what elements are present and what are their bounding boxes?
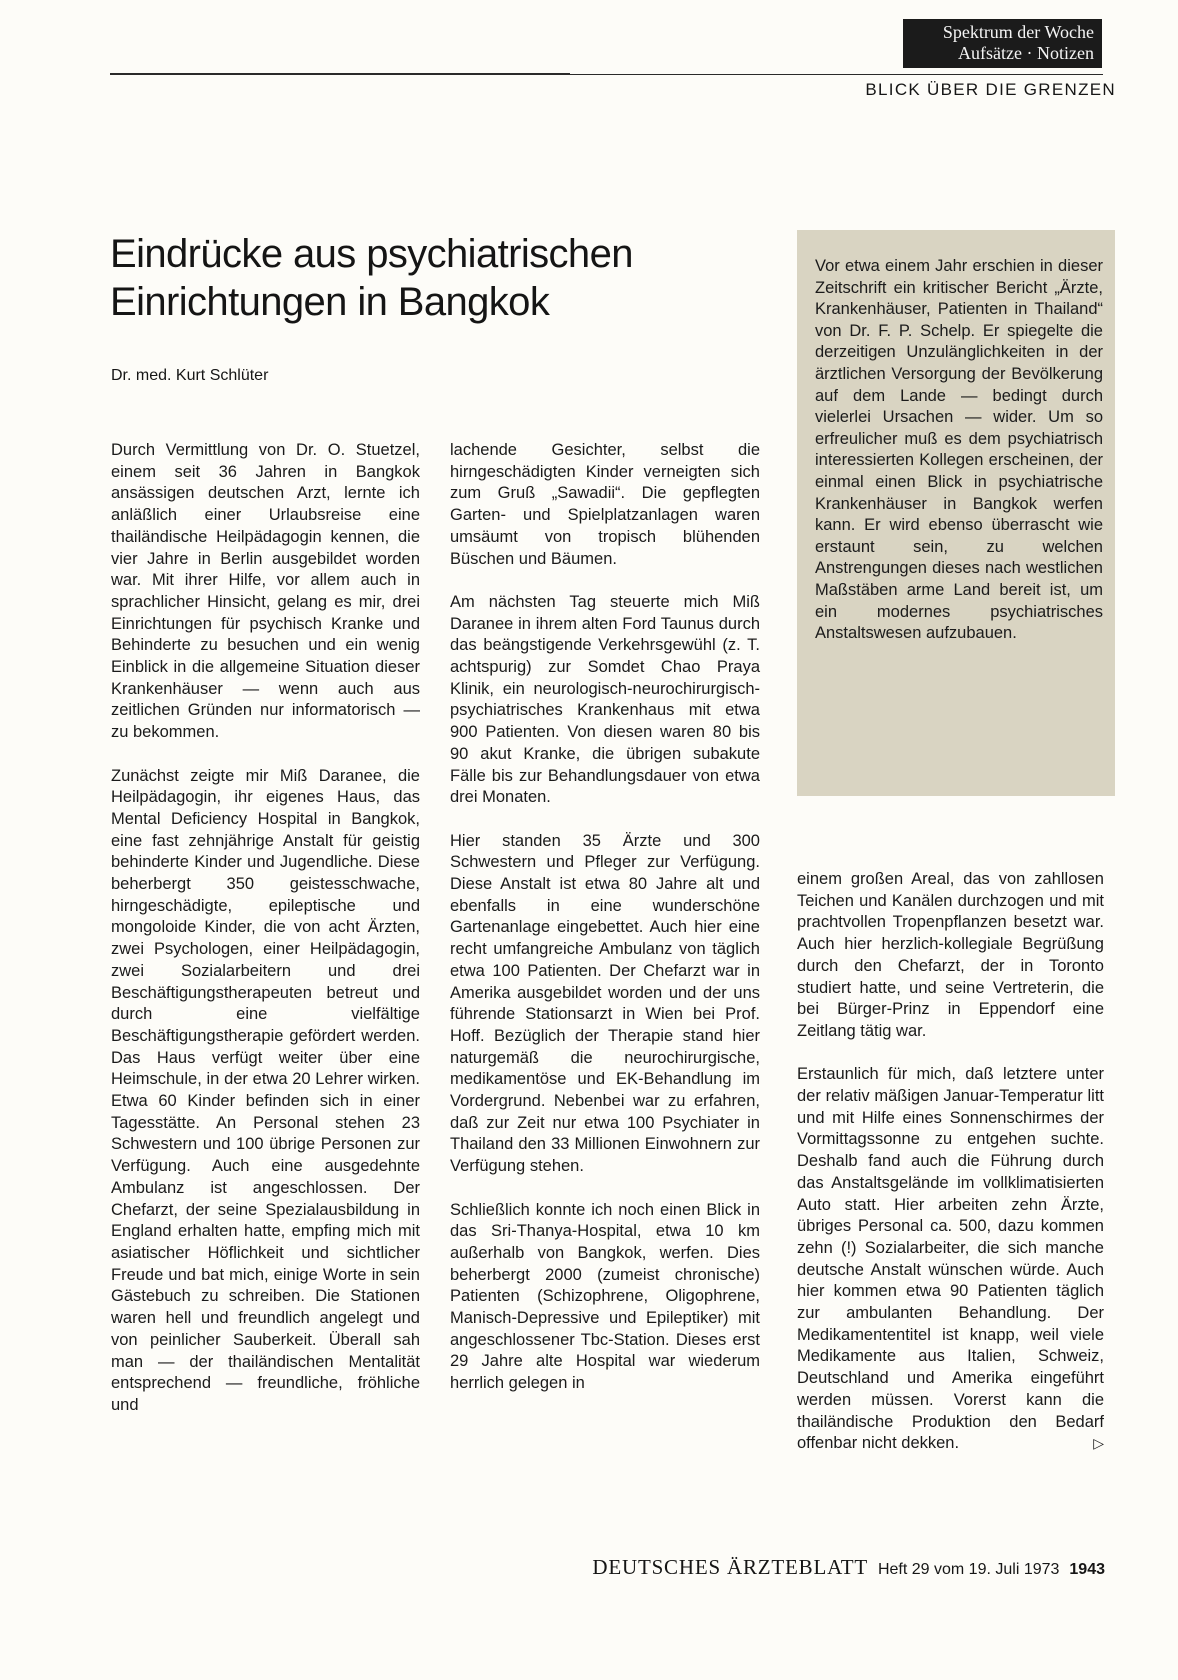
page-number: 1943 [1069, 1561, 1105, 1578]
section-rubric: BLICK ÜBER DIE GRENZEN [865, 80, 1116, 99]
header-rule-thick [110, 73, 570, 75]
paragraph: Hier standen 35 Ärzte und 300 Schwestern und Pfleger zur Verfügung. Diese Anstalt ist etwa 80 Jahre alt und ebenfalls in eine wunderschöne Gartenanlage eingebettet. Auch hier eine recht umfangreiche Ambulanz von täglich etwa 100 Patienten. Der Chefarzt war in Amerika ausgebildet worden und der uns führende Stationsarzt in Wien bei Prof. Hoff. Bezüglich der Therapie stand hier naturgemäß die neurochirurgische, medikamentöse und EK-Behandlung im Vordergrund. Nebenbei war zu erfahren, daß zur Zeit nur etwa 100 Psychiater in Thailand den 33 Millionen Einwohnern zur Verfügung stehen. [450, 831, 760, 1176]
section-label-line2: Aufsätze · Notizen [958, 43, 1094, 63]
article-author: Dr. med. Kurt Schlüter [111, 367, 269, 384]
paragraph: Schließlich konnte ich noch einen Blick in das Sri-Thanya-Hospital, etwa 10 km außerhalb von Bangkok, werfen. Dies beherbergt 2000 (zumeist chronische) Patienten (Schizophrene, Oligophrene, Manisch-Depressive und Epileptiker) mit angeschlossener Tbc-Station. Dieses erst 29 Jahre alte Hospital war wiederum herrlich gelegen in [450, 1200, 760, 1393]
header-rule-thin [570, 74, 1103, 75]
paragraph: Zunächst zeigte mir Miß Daranee, die Heilpädagogin, ihr eigenes Haus, das Mental Deficiency Hospital in Bangkok, eine fast zehnjährige Anstalt für geistig behinderte Kinder und Jugendliche. Diese beherbergt 350 geistesschwache, hirngeschädigte, epileptische und mongoloide Kinder, die von acht Ärzten, zwei Psychologen, einer Heilpädagogin, zwei Sozialarbeitern und drei Beschäftigungstherapeuten betreut und durch eine vielfältige Beschäftigungstherapie gefördert werden. Das Haus verfügt weiter über eine Heimschule, in der etwa 20 Lehrer wirken. Etwa 60 Kinder befinden sich in einer Tagesstätte. An Personal stehen 23 Schwestern und 100 übrige Personen zur Verfügung. Auch eine ausgedehnte Ambulanz ist angeschlossen. Der Chefarzt, der seine Spezialausbildung in England erhalten hatte, empfing mich mit asiatischer Höflichkeit und sichtlicher Freude und bat mich, einige Worte in sein Gästebuch zu schreiben. Die Stationen waren hell und freundlich angelegt und von peinlicher Sauberkeit. Überall sah man — der thailändischen Mentalität entsprechend — freundliche, fröhliche und [111, 766, 420, 1414]
text-column-3 [797, 869, 1104, 1477]
teaser-box [797, 230, 1115, 796]
text-column-1 [111, 440, 420, 1438]
paragraph: einem großen Areal, das von zahllosen Teichen und Kanälen durchzogen und mit prachtvollen Tropenpflanzen besetzt war. Auch hier herzlich-kollegiale Begrüßung durch den Chefarzt, der in Toronto studiert hatte, und seine Vertreterin, die bei Bürger-Prinz in Eppendorf eine Zeitlang tätig war. [797, 870, 1104, 1040]
article-title-line1: Eindrücke aus psychiatrischen [110, 232, 633, 276]
continue-triangle-icon: ▷ [1093, 1435, 1104, 1452]
paragraph-last [797, 1064, 1104, 1455]
teaser-text: Vor etwa einem Jahr erschien in dieser Zeitschrift ein kritischer Bericht „Ärzte, Krankenhäuser, Patienten in Thailand“ von Dr. F. P. Schelp. Er spiegelte die derzeitigen Unzulänglichkeiten in der ärztlichen Versorgung der Bevölkerung auf dem Lande — bedingt durch vielerlei Ursachen — wider. Um so erfreulicher muß es dem psychiatrisch interessierten Kollegen erscheinen, der einmal einen Blick in psychiatrische Krankenhäuser in Bangkok werfen kann. Er wird ebenso überrascht wie erstaunt sein, zu welchen Anstrengungen dieses nach westlichen Maßstäben arme Land bereit ist, um ein modernes psychiatrisches Anstaltswesen aufzubauen. [815, 257, 1103, 643]
paragraph: lachende Gesichter, selbst die hirngeschädigten Kinder verneigten sich zum Gruß „Sawadii“. Die gepflegten Garten- und Spielplatzanlagen waren umsäumt von tropisch blühenden Büschen und Bäumen. [450, 441, 760, 568]
journal-name: DEUTSCHES ÄRZTEBLATT [592, 1555, 868, 1579]
page-footer [502, 1555, 1105, 1580]
issue-info: Heft 29 vom 19. Juli 1973 [877, 1561, 1060, 1578]
paragraph-text: Erstaunlich für mich, daß letztere unter der relativ mäßigen Januar-Temperatur litt und mit Hilfe eines Sonnenschirmes der Vormittagssonne zu entgehen suchte. Deshalb fand auch die Führung durch das Anstaltsgelände im vollklimatisierten Auto statt. Hier arbeiten zehn Ärzte, übriges Personal ca. 500, dazu kommen zehn (!) Sozialarbeiter, die sich manche deutsche Anstalt wünschen würde. Auch hier kommen etwa 90 Patienten täglich zur ambulanten Behandlung. Der Medikamententitel ist knapp, weil viele Medikamente aus Italien, Schweiz, Deutschland und Amerika eingeführt werden müssen. Vorerst kann die thailändische Produktion den Bedarf offenbar nicht dekken. [797, 1065, 1104, 1453]
article-title [110, 230, 750, 326]
article-title-line2: Einrichtungen in Bangkok [110, 280, 550, 324]
section-label-line1: Spektrum der Woche [942, 22, 1094, 42]
paragraph: Durch Vermittlung von Dr. O. Stuetzel, einem seit 36 Jahren in Bangkok ansässigen deutschen Arzt, lernte ich anläßlich einer Urlaubsreise eine thailändische Heilpädagogin kennen, die vier Jahre in Berlin ausgebildet worden war. Mit ihrer Hilfe, vor allem auch in sprachlicher Hinsicht, gelang es mir, drei Einrichtungen für psychisch Kranke und Behinderte zu besuchen und ein wenig Einblick in die allgemeine Situation dieser Krankenhäuser — wenn auch aus zeitlichen Gründen nur informatorisch — zu bekommen. [111, 441, 420, 742]
text-column-2 [450, 440, 760, 1417]
section-label-box [903, 19, 1102, 68]
paragraph: Am nächsten Tag steuerte mich Miß Daranee in ihrem alten Ford Taunus durch das beängstigende Verkehrsgewühl (z. T. achtspurig) zur Somdet Chao Praya Klinik, ein neurologisch-neurochirurgisch-psychiatrisches Krankenhaus mit etwa 900 Patienten. Von diesen waren 80 bis 90 akut Kranke, die übrigen subakute Fälle bis zur Behandlungsdauer von etwa drei Monaten. [450, 592, 760, 807]
